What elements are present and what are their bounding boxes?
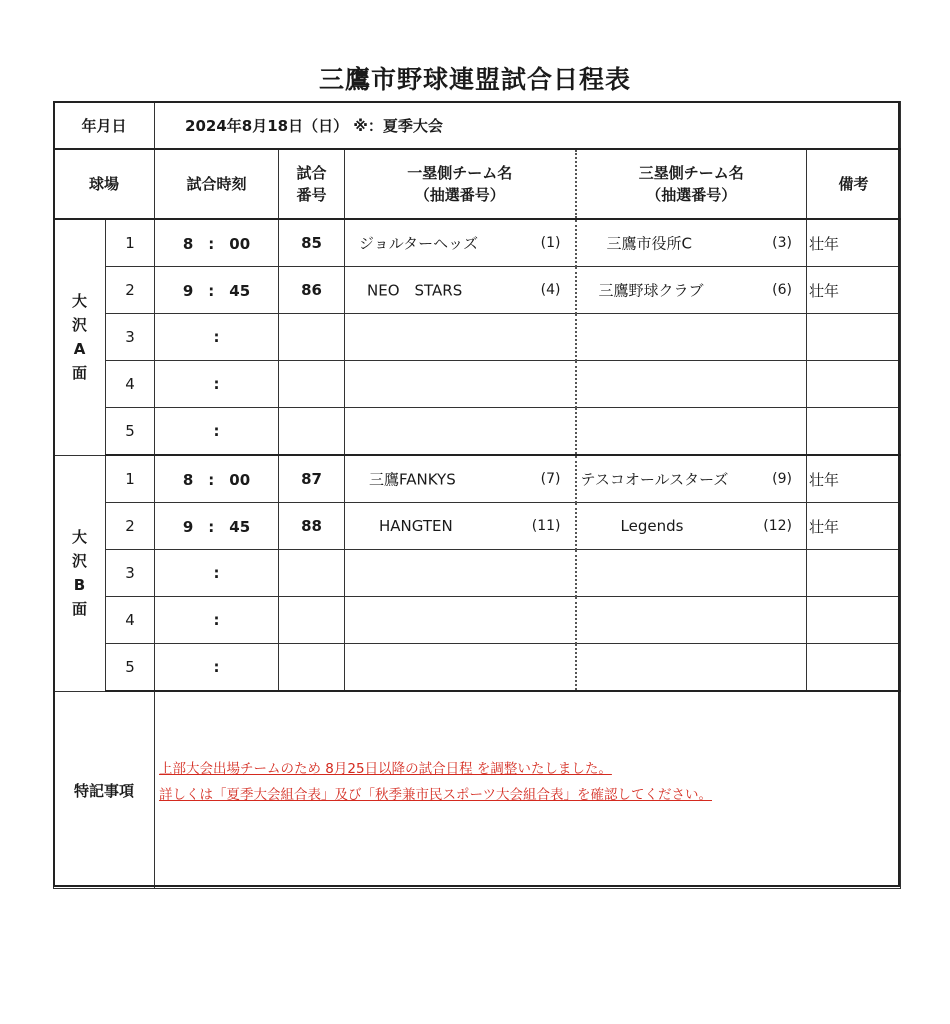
row-number: 5	[106, 644, 155, 692]
first-base-header-line2: （抽選番号）	[414, 186, 505, 204]
game-time: 9 : 45	[155, 503, 279, 550]
third-base-header-line1: 三塁側チーム名	[638, 164, 744, 182]
third-base-draw-number: (3)	[772, 235, 793, 251]
third-base-team-name: テスコオールスターズ	[580, 470, 729, 489]
venue-char: A	[73, 340, 86, 359]
page-title: 三鷹市野球連盟試合日程表	[318, 65, 631, 94]
row-number: 2	[106, 503, 155, 550]
row-number: 1	[106, 455, 155, 503]
row-number: 2	[106, 267, 155, 314]
first-base-team-name: ジョルターヘッズ	[359, 234, 479, 253]
third-base-team-name: 三鷹野球クラブ	[598, 281, 704, 300]
remarks-header: 備考	[807, 149, 901, 219]
game-number-header-line2: 番号	[296, 186, 327, 204]
third-base-draw-number: (6)	[772, 282, 793, 298]
game-time: :	[155, 361, 279, 408]
game-time: :	[155, 644, 279, 692]
remark: 壮年	[807, 503, 901, 550]
game-time: 8 : 00	[155, 219, 279, 267]
first-base-team-name: NEO STARS	[367, 281, 463, 300]
venue-char: 沢	[71, 316, 87, 335]
first-base-team-name: 三鷹FANKYS	[369, 470, 456, 489]
third-base-header-line2: （抽選番号）	[646, 186, 737, 204]
date-value: 2024年8月18日（日） ※：夏季大会	[155, 102, 901, 150]
game-number: 85	[279, 219, 345, 267]
remark: 壮年	[807, 267, 901, 314]
game-time: :	[155, 314, 279, 361]
venue-header: 球場	[54, 149, 155, 219]
game-time: :	[155, 408, 279, 456]
venue-char: 沢	[71, 552, 87, 570]
game-time: :	[155, 597, 279, 644]
game-time: 9 : 45	[155, 267, 279, 314]
date-label: 年月日	[54, 102, 155, 150]
venue-char: B	[73, 576, 86, 594]
third-base-draw-number: (9)	[772, 471, 793, 487]
first-base-draw-number: (1)	[540, 235, 561, 251]
first-base-header-line1: 一塁側チーム名	[407, 164, 513, 182]
venue-char: 面	[71, 364, 87, 383]
row-number: 3	[106, 314, 155, 361]
row-number: 3	[106, 550, 155, 597]
table-frame	[53, 101, 900, 887]
third-base-team-name: 三鷹市役所C	[606, 234, 692, 253]
notes-label: 特記事項	[54, 691, 155, 889]
time-header: 試合時刻	[155, 149, 279, 219]
note-line: 上部大会出場チームのため 8月25日以降の試合日程 を調整いたしました。	[159, 761, 612, 777]
venue-char: 大	[71, 528, 87, 546]
venue-char: 面	[71, 600, 87, 618]
game-number: 86	[279, 267, 345, 314]
third-base-draw-number: (12)	[763, 518, 793, 534]
row-number: 4	[106, 597, 155, 644]
venue-char: 大	[71, 292, 87, 311]
first-base-draw-number: (11)	[531, 518, 561, 534]
third-base-team-name: Legends	[620, 517, 684, 535]
row-number: 5	[106, 408, 155, 456]
remark: 壮年	[807, 455, 901, 503]
game-number: 88	[279, 503, 345, 550]
game-number-header-line1: 試合	[296, 164, 327, 182]
row-number: 1	[106, 219, 155, 267]
row-number: 4	[106, 361, 155, 408]
note-line: 詳しくは「夏季大会組合表」及び「秋季兼市民スポーツ大会組合表」を確認してください。	[159, 787, 712, 803]
first-base-draw-number: (7)	[540, 471, 561, 487]
game-time: 8 : 00	[155, 455, 279, 503]
game-time: :	[155, 550, 279, 597]
first-base-team-name: HANGTEN	[379, 517, 453, 535]
first-base-draw-number: (4)	[540, 282, 561, 298]
remark: 壮年	[807, 219, 901, 267]
game-number: 87	[279, 455, 345, 503]
